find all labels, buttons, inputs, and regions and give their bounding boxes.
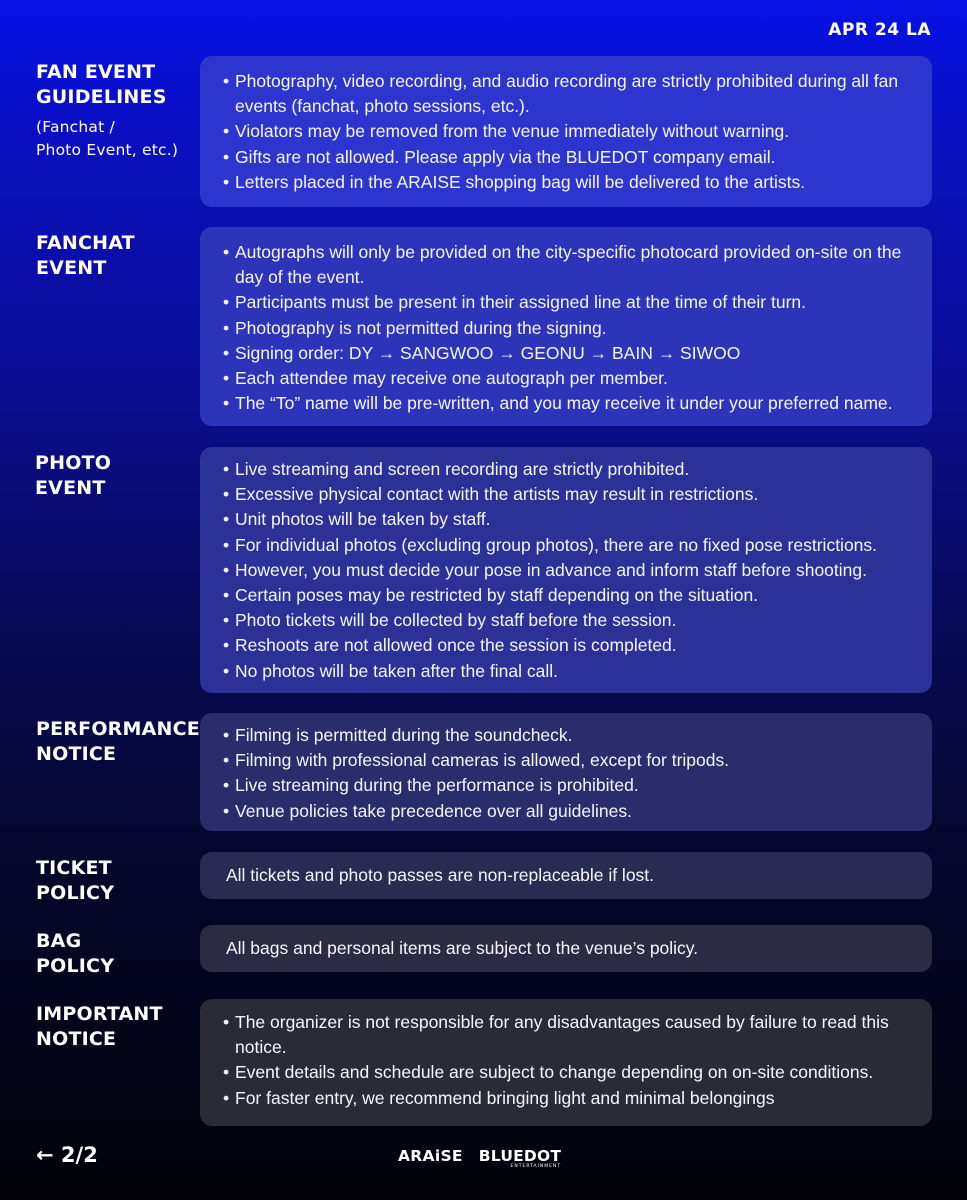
section-label: TICKET POLICY — [36, 857, 115, 904]
list-item: • The “To” name will be pre-written, and you may receive it under your preferred name. — [222, 391, 910, 416]
list-item: • Reshoots are not allowed once the session is completed. — [222, 633, 910, 658]
list-item: • Live streaming during the performance is prohibited. — [222, 773, 910, 798]
list-item: • Participants must be present in their assigned line at the time of their turn. — [222, 290, 910, 315]
section-box — [200, 447, 932, 693]
list-item: • Unit photos will be taken by staff. — [222, 507, 910, 532]
bluedot-logo-subtext: ENTERTAINMENT — [510, 1164, 562, 1169]
list-item: • Excessive physical contact with the artists may result in restrictions. — [222, 482, 910, 507]
list-item: • However, you must decide your pose in advance and inform staff before shooting. — [222, 558, 910, 583]
list-item: • Photo tickets will be collected by staff before the session. — [222, 608, 910, 633]
bluedot-logo-text: BLUEDOT — [478, 1147, 562, 1165]
section-text: All bags and personal items are subject to the venue’s policy. — [226, 938, 699, 958]
page-indicator: ← 2/2 — [36, 1143, 98, 1167]
section-box — [200, 227, 932, 426]
section-label: FANCHAT EVENT — [36, 232, 135, 279]
list-item: • Autographs will only be provided on the city-specific photocard provided on-site on the day of the event. — [222, 240, 910, 290]
section-box — [200, 713, 932, 831]
list-item: • Gifts are not allowed. Please apply via the BLUEDOT company email. — [222, 145, 910, 170]
araise-logo: ARAiSE — [398, 1147, 463, 1165]
section-label: PERFORMANCE NOTICE — [36, 718, 200, 765]
section-text: All tickets and photo passes are non-replaceable if lost. — [226, 865, 655, 885]
list-item: • Live streaming and screen recording are strictly prohibited. — [222, 457, 910, 482]
list-item: • Filming with professional cameras is allowed, except for tripods. — [222, 748, 910, 773]
list-item: • Event details and schedule are subject to change depending on on-site conditions. — [222, 1060, 910, 1085]
section-box — [200, 999, 932, 1126]
bluedot-logo — [479, 1147, 561, 1169]
list-item: • Violators may be removed from the venue immediately without warning. — [222, 119, 910, 144]
section-label: IMPORTANT NOTICE — [36, 1003, 163, 1050]
section-box — [200, 925, 932, 972]
section-label: PHOTO EVENT — [35, 452, 112, 499]
section-label: FAN EVENT GUIDELINES (Fanchat / Photo Event, etc.) — [36, 60, 196, 162]
footer-logos — [398, 1147, 561, 1169]
list-item: • Each attendee may receive one autograph per member. — [222, 366, 910, 391]
list-item: • Filming is permitted during the soundcheck. — [222, 723, 910, 748]
list-item: • The organizer is not responsible for any disadvantages caused by failure to read this notice. — [222, 1010, 910, 1060]
section-box — [200, 852, 932, 899]
list-item: • For faster entry, we recommend bringing light and minimal belongings — [222, 1086, 910, 1111]
list-item: • Signing order: DY → SANGWOO → GEONU → BAIN → SIWOO — [222, 341, 910, 366]
list-item: • Photography, video recording, and audio recording are strictly prohibited during all fan events (fanchat, photo sessions, etc.). — [222, 69, 910, 119]
section-box — [200, 56, 932, 207]
section-label: BAG POLICY — [36, 930, 115, 977]
list-item: • Photography is not permitted during the signing. — [222, 316, 910, 341]
date-location: APR 24 LA — [828, 20, 931, 40]
list-item: • No photos will be taken after the final call. — [222, 659, 910, 684]
list-item: • Venue policies take precedence over all guidelines. — [222, 799, 910, 824]
section-sublabel: (Fanchat / Photo Event, etc.) — [36, 118, 179, 159]
list-item: • Letters placed in the ARAISE shopping bag will be delivered to the artists. — [222, 170, 910, 195]
list-item: • Certain poses may be restricted by staff depending on the situation. — [222, 583, 910, 608]
list-item: • For individual photos (excluding group photos), there are no fixed pose restrictions. — [222, 533, 910, 558]
